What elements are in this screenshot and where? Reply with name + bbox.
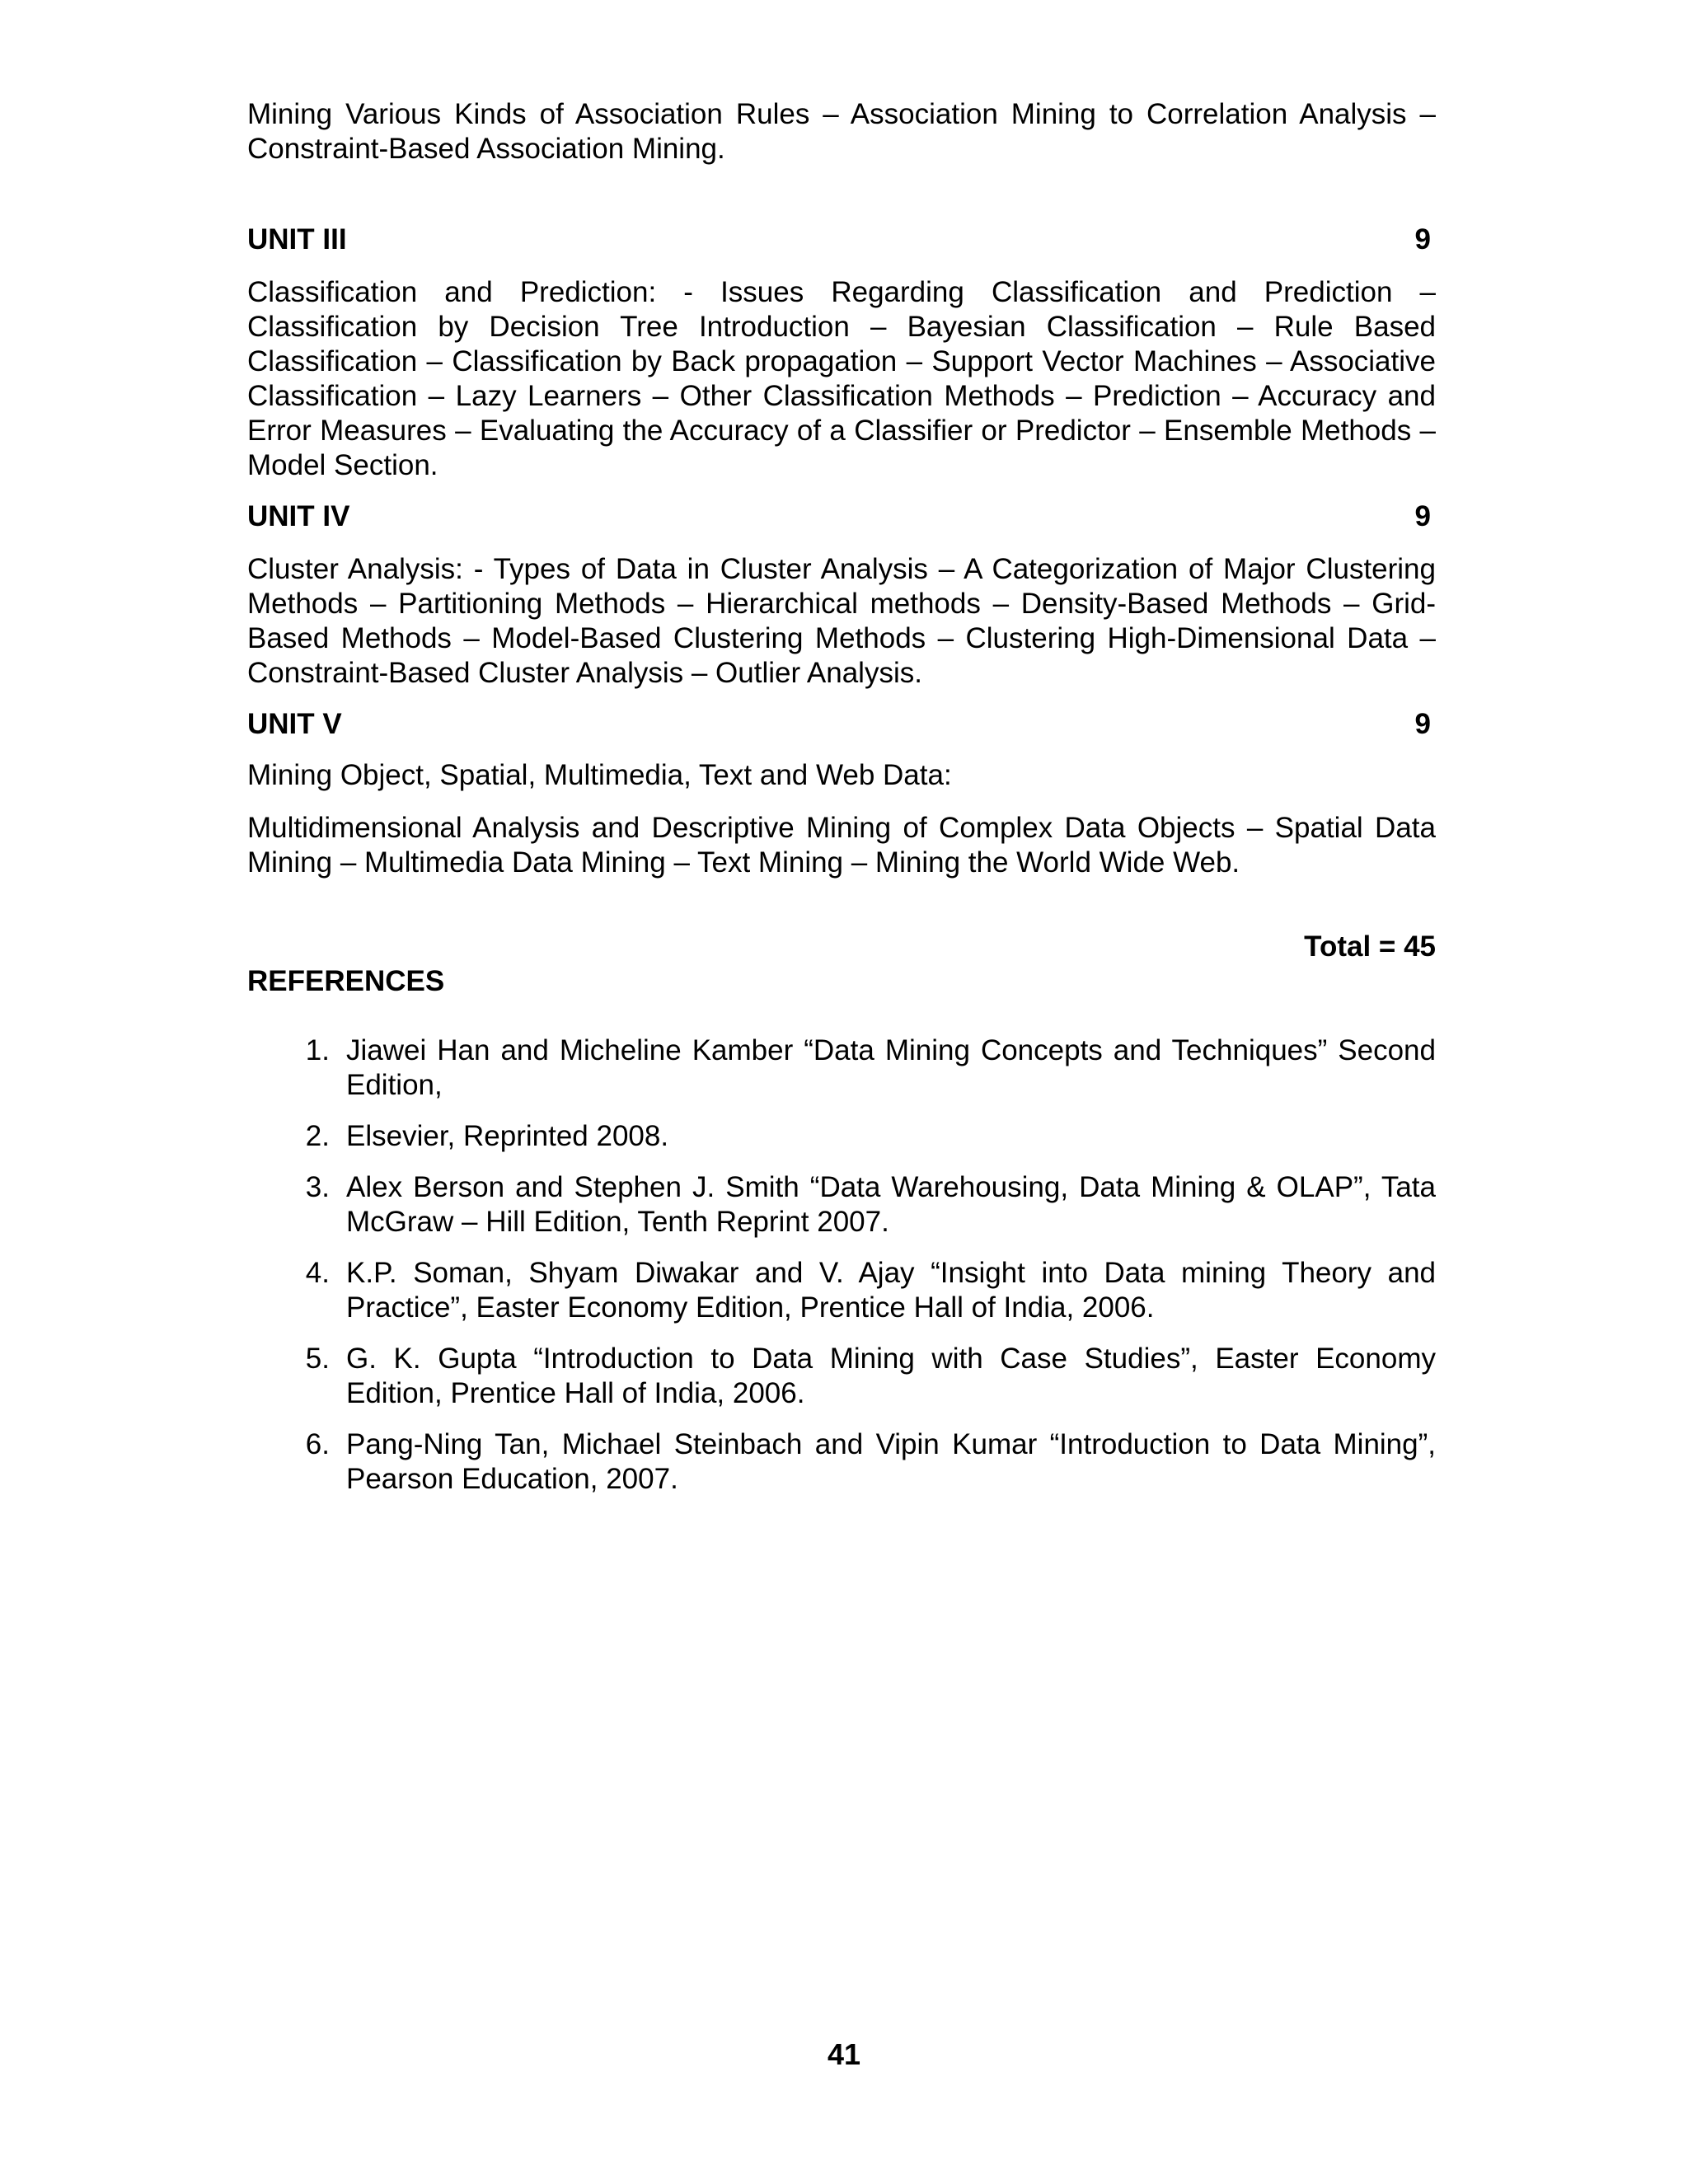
page-number: 41 <box>827 2037 861 2071</box>
intro-paragraph: Mining Various Kinds of Association Rules – Association Mining to Correlation Analysis – Constraint-Based Association Mining. <box>247 98 1436 165</box>
unit-5-heading <box>247 707 1436 742</box>
page-content <box>247 97 1436 1513</box>
reference-item <box>247 1427 1436 1497</box>
reference-number: 3. <box>305 1171 330 1203</box>
unit-5-title: UNIT V <box>247 708 342 740</box>
unit-3-hours: 9 <box>1414 223 1431 255</box>
reference-item <box>247 1119 1436 1154</box>
reference-text: G. K. Gupta “Introduction to Data Mining with Case Studies”, Easter Economy Edition, Prentice Hall of India, 2006. <box>346 1343 1436 1409</box>
reference-number: 6. <box>305 1428 330 1460</box>
reference-text: Alex Berson and Stephen J. Smith “Data Warehousing, Data Mining & OLAP”, Tata McGraw – Hill Edition, Tenth Reprint 2007. <box>346 1171 1436 1238</box>
unit-3-title: UNIT III <box>247 223 347 255</box>
unit-3-body: Classification and Prediction: - Issues Regarding Classification and Prediction – Classification by Decision Tree Introduction – Bayesian Classification – Rule Based Classification – Classification by Back propagation – Support Vector Machines – Associative Classification – Lazy Learners – Other Classification Methods – Prediction – Accuracy and Error Measures – Evaluating the Accuracy of a Classifier or Predictor – Ensemble Methods – Model Section. <box>247 276 1436 481</box>
reference-number: 4. <box>305 1257 330 1289</box>
unit-5-hours: 9 <box>1414 708 1431 740</box>
reference-text: Jiawei Han and Micheline Kamber “Data Mining Concepts and Techniques” Second Edition, <box>346 1034 1436 1101</box>
reference-number: 1. <box>305 1034 330 1066</box>
unit-5-body: Multidimensional Analysis and Descriptive Mining of Complex Data Objects – Spatial Data Mining – Multimedia Data Mining – Text Mining – Mining the World Wide Web. <box>247 812 1436 879</box>
reference-text: Pang-Ning Tan, Michael Steinbach and Vipin Kumar “Introduction to Data Mining”, Pearson Education, 2007. <box>346 1428 1436 1495</box>
reference-item <box>247 1170 1436 1240</box>
reference-text: Elsevier, Reprinted 2008. <box>346 1120 669 1152</box>
references-list <box>247 1033 1436 1497</box>
reference-number: 5. <box>305 1343 330 1375</box>
unit-4-heading <box>247 499 1436 534</box>
reference-text: K.P. Soman, Shyam Diwakar and V. Ajay “Insight into Data mining Theory and Practice”, Easter Economy Edition, Prentice Hall of India, 2006. <box>346 1257 1436 1324</box>
unit-4-title: UNIT IV <box>247 500 350 532</box>
reference-item <box>247 1256 1436 1325</box>
unit-3-heading <box>247 223 1436 257</box>
reference-item <box>247 1033 1436 1103</box>
unit-4-hours: 9 <box>1414 500 1431 532</box>
unit-5-subtitle: Mining Object, Spatial, Multimedia, Text and Web Data: <box>247 759 952 791</box>
references-heading: REFERENCES <box>247 965 445 997</box>
reference-item <box>247 1342 1436 1411</box>
unit-4-body: Cluster Analysis: - Types of Data in Cluster Analysis – A Categorization of Major Clustering Methods – Partitioning Methods – Hierarchical methods – Density-Based Methods – Grid-Based Methods – Model-Based Clustering Methods – Clustering High-Dimensional Data – Constraint-Based Cluster Analysis – Outlier Analysis. <box>247 553 1436 689</box>
total-hours: Total = 45 <box>1304 930 1436 963</box>
reference-number: 2. <box>305 1120 330 1152</box>
